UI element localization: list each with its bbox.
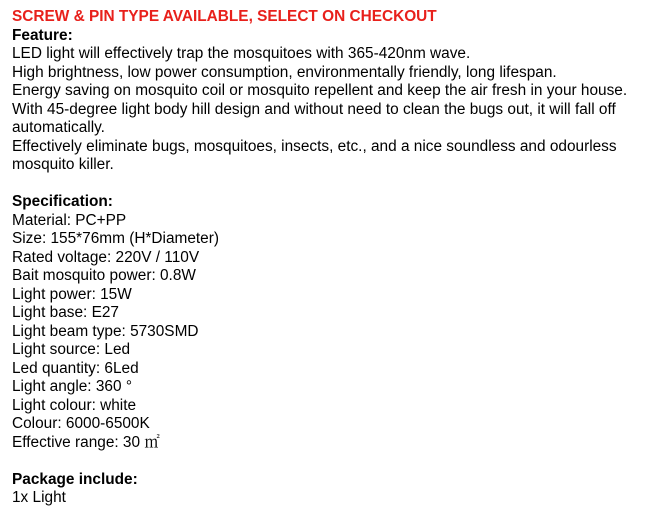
product-description xyxy=(12,8,648,508)
specification-heading: Specification: xyxy=(12,193,113,210)
spec-line-colour-temp: Colour: 6000-6500K xyxy=(12,415,150,432)
section-spacer xyxy=(12,452,648,471)
spec-line-light-power: Light power: 15W xyxy=(12,285,132,303)
spec-line-light-source: Light source: Led xyxy=(12,341,131,358)
feature-heading: Feature: xyxy=(12,26,73,44)
spec-line-light-base: Light base: E27 xyxy=(12,304,119,321)
spec-line-effective-range: Effective range: 30 ㎡ xyxy=(12,433,160,451)
spec-line-size: Size: 155*76mm (H*Diameter) xyxy=(12,230,219,247)
spec-line-light-colour: Light colour: white xyxy=(12,396,137,414)
availability-banner: SCREW & PIN TYPE AVAILABLE, SELECT ON CHECKOUT xyxy=(12,8,437,25)
spec-line-material: Material: PC+PP xyxy=(12,211,127,229)
specification-list xyxy=(12,212,648,453)
spec-line-light-angle: Light angle: 360 ° xyxy=(12,378,132,395)
package-list xyxy=(12,489,648,508)
package-line: 1x Light xyxy=(12,489,66,506)
spec-line-bait-power: Bait mosquito power: 0.8W xyxy=(12,267,196,284)
spec-line-rated-voltage: Rated voltage: 220V / 110V xyxy=(12,248,200,266)
feature-line: With 45-degree light body hill design and without need to clean the bugs out, it will fall off automatically. xyxy=(12,100,616,136)
feature-line: LED light will effectively trap the mosquitoes with 365-420nm wave. xyxy=(12,45,471,62)
spec-line-beam-type: Light beam type: 5730SMD xyxy=(12,322,199,340)
spec-line-led-quantity: Led quantity: 6Led xyxy=(12,359,139,377)
section-spacer xyxy=(12,175,648,194)
feature-list xyxy=(12,45,648,175)
feature-line: Effectively eliminate bugs, mosquitoes, insects, etc., and a nice soundless and odourless mosquito killer. xyxy=(12,137,617,173)
package-heading: Package include: xyxy=(12,470,138,488)
feature-line: Energy saving on mosquito coil or mosquito repellent and keep the air fresh in your house. xyxy=(12,82,628,99)
feature-line: High brightness, low power consumption, environmentally friendly, long lifespan. xyxy=(12,63,557,81)
